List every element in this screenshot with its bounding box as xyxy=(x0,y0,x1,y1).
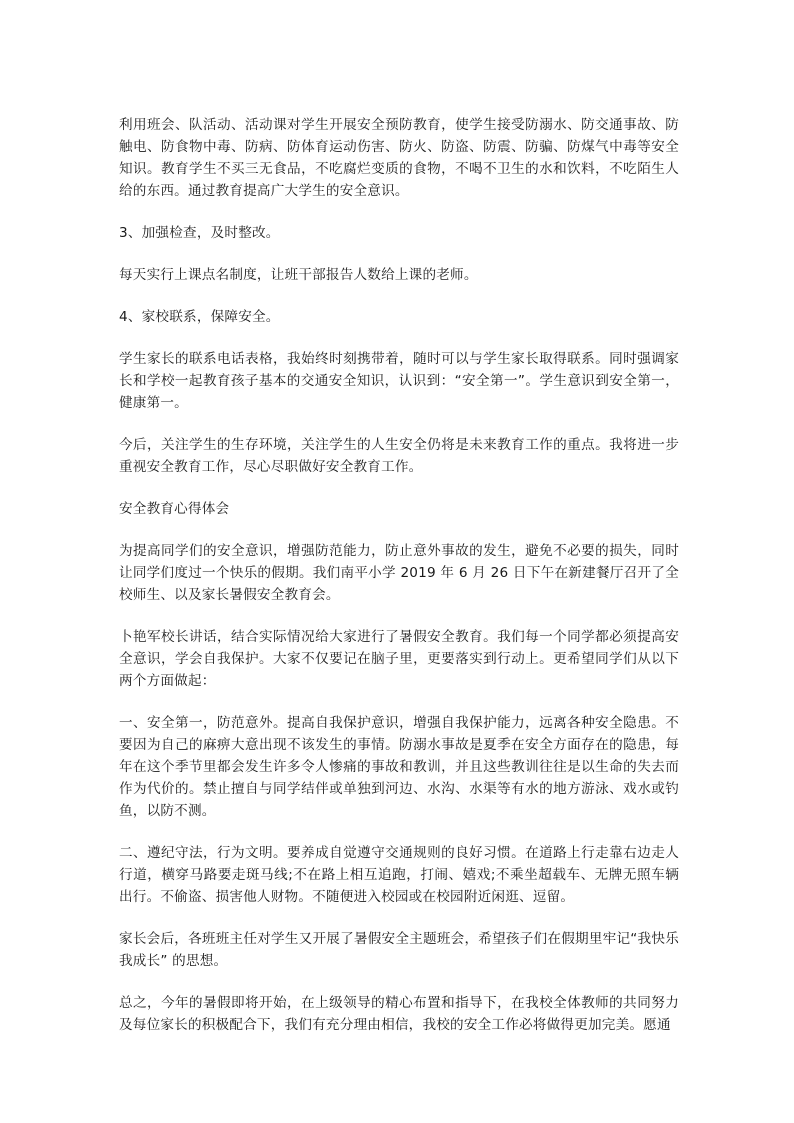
paragraph-point-one: 一、安全第一，防范意外。提高自我保护意识，增强自我保护能力，远离各种安全隐患。不要因为自己的麻痹大意出现不该发生的事情。防溺水事故是夏季在安全方面存在的隐患，每年在这个季节里都会发生许多令人惨痛的事故和教训，并且这些教训往往是以生命的失去而作为代价的。禁止擅自与同学结伴或单独到河边、水沟、水渠等有水的地方游泳、戏水或钓鱼，以防不测。 xyxy=(119,715,679,819)
paragraph-parent-contact: 学生家长的联系电话表格，我始终时刻携带着，随时可以与学生家长取得联系。同时强调家长和学校一起教育孩子基本的交通安全知识，认识到：“安全第一”。学生意识到安全第一，健康第一。 xyxy=(119,351,679,411)
paragraph-meeting-intro: 为提高同学们的安全意识，增强防范能力，防止意外事故的发生，避免不必要的损失，同时让同学们度过一个快乐的假期。我们南平小学 2019 年 6 月 26 日下午在新建餐厅召开了全校师生、以及家长暑假安全教育会。 xyxy=(119,543,679,603)
paragraph-class-meeting: 家长会后，各班班主任对学生又开展了暑假安全主题班会，希望孩子们在假期里牢记“我快乐我成长” 的思想。 xyxy=(119,931,679,969)
paragraph-safety-education: 利用班会、队活动、活动课对学生开展安全预防教育，使学生接受防溺水、防交通事故、防触电、防食物中毒、防病、防体育运动伤害、防火、防盗、防震、防骗、防煤气中毒等安全知识。教育学生不买三无食品，不吃腐烂变质的食物，不喝不卫生的水和饮料，不吃陌生人给的东西。通过教育提高广大学生的安全意识。 xyxy=(119,117,679,199)
heading-home-school: 4、家校联系，保障安全。 xyxy=(119,309,280,325)
paragraph-point-two: 二、遵纪守法，行为文明。要养成自觉遵守交通规则的良好习惯。在道路上行走靠右边走人行道，横穿马路要走斑马线;不在路上相互追跑，打闹、嬉戏;不乘坐超载车、无牌无照车辆出行。不偷盗、损害他人财物。不随便进入校园或在校园附近闲逛、逗留。 xyxy=(119,845,679,905)
paragraph-future-focus: 今后，关注学生的生存环境，关注学生的人生安全仍将是未来教育工作的重点。我将进一步重视安全教育工作，尽心尽职做好安全教育工作。 xyxy=(119,437,679,475)
heading-inspection: 3、加强检查，及时整改。 xyxy=(119,225,280,241)
paragraph-roll-call: 每天实行上课点名制度，让班干部报告人数给上课的老师。 xyxy=(119,267,478,283)
section-title: 安全教育心得体会 xyxy=(119,501,230,517)
document-body xyxy=(119,114,679,1056)
paragraph-conclusion: 总之，今年的暑假即将开始，在上级领导的精心布置和指导下，在我校全体教师的共同努力及每位家长的积极配合下，我们有充分理由相信，我校的安全工作必将做得更加完美。愿通 xyxy=(119,995,679,1033)
paragraph-principal-speech: 卜艳军校长讲话，结合实际情况给大家进行了暑假安全教育。我们每一个同学都必须提高安全意识，学会自我保护。大家不仅要记在脑子里，更要落实到行动上。更希望同学们从以下两个方面做起： xyxy=(119,629,679,689)
